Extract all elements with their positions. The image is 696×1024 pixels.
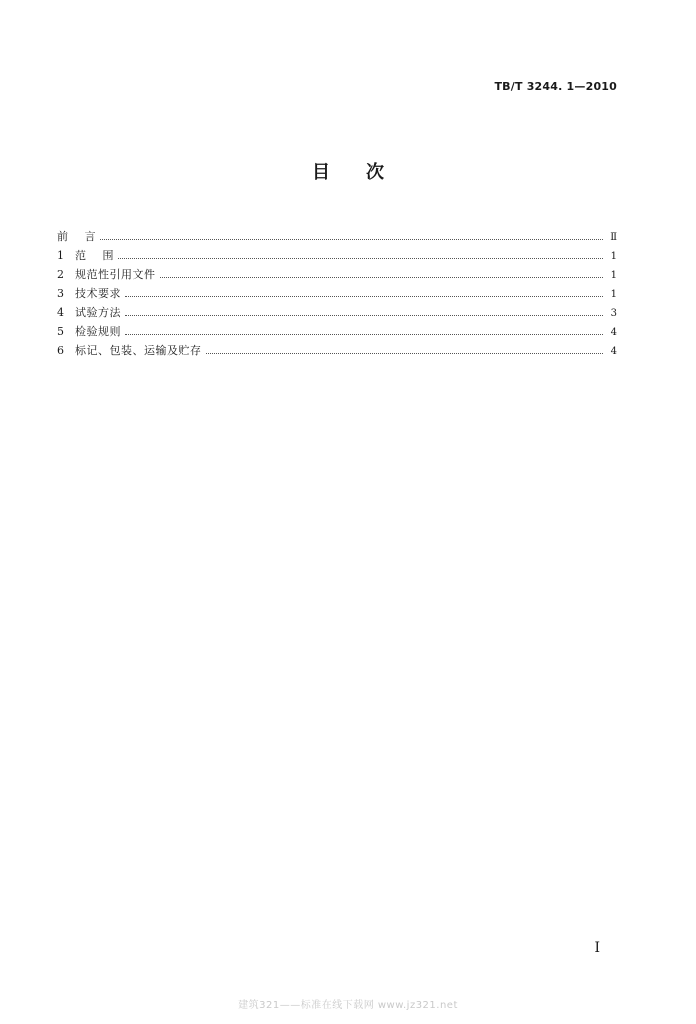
toc-leader-dots	[100, 238, 603, 240]
toc-entry-page: 3	[610, 308, 617, 319]
toc-list	[57, 227, 617, 360]
standard-code: TB/T 3244. 1—2010	[494, 80, 617, 93]
toc-entry-page: Ⅱ	[610, 232, 617, 243]
toc-title	[0, 158, 696, 184]
toc-entry-label: 规范性引用文件	[75, 268, 156, 281]
page-number: I	[594, 940, 600, 956]
toc-entry-number: 3	[57, 287, 64, 300]
toc-entry-page: 1	[610, 289, 617, 300]
toc-entry-number: 6	[57, 344, 64, 357]
toc-entry-test-methods[interactable]	[57, 303, 617, 322]
toc-entry-page: 1	[610, 251, 617, 262]
toc-leader-dots	[206, 352, 604, 354]
toc-leader-dots	[160, 276, 604, 278]
toc-entry-inspection-rules[interactable]	[57, 322, 617, 341]
toc-entry-number: 2	[57, 268, 64, 281]
toc-entry-page: 1	[610, 270, 617, 281]
watermark-text: 建筑321——标准在线下载网 www.jz321.net	[238, 1000, 458, 1011]
toc-entry-normative-references[interactable]	[57, 265, 617, 284]
toc-entry-technical-requirements[interactable]	[57, 284, 617, 303]
toc-entry-number: 5	[57, 325, 64, 338]
toc-entry-marking-packaging[interactable]	[57, 341, 617, 360]
toc-leader-dots	[125, 295, 603, 297]
toc-entry-label: 范 围	[75, 249, 114, 262]
toc-entry-label: 试验方法	[75, 306, 121, 319]
toc-title-char-2: 次	[366, 162, 384, 183]
toc-entry-label: 技术要求	[75, 287, 121, 300]
toc-entry-label: 检验规则	[75, 325, 121, 338]
toc-entry-label: 标记、包装、运输及贮存	[75, 344, 202, 357]
toc-entry-scope[interactable]	[57, 246, 617, 265]
toc-entry-number: 4	[57, 306, 64, 319]
toc-entry-page: 4	[610, 346, 617, 357]
toc-entry-foreword[interactable]	[57, 227, 617, 246]
toc-entry-label: 前 言	[57, 230, 96, 243]
toc-leader-dots	[118, 257, 603, 259]
toc-entry-number: 1	[57, 249, 64, 262]
toc-leader-dots	[125, 314, 603, 316]
toc-entry-page: 4	[610, 327, 617, 338]
toc-title-char-1: 目	[312, 162, 330, 183]
toc-leader-dots	[125, 333, 603, 335]
